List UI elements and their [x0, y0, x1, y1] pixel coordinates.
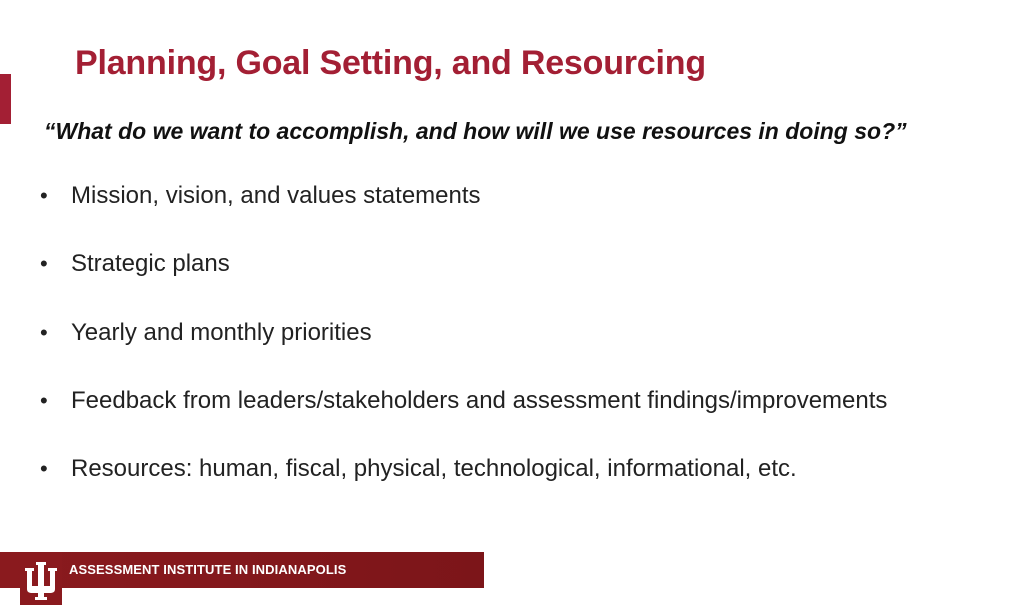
bullet-text: Yearly and monthly priorities	[71, 318, 372, 346]
bullet-dot-icon: •	[40, 387, 48, 413]
bullet-dot-icon: •	[40, 183, 48, 208]
bullet-text: Strategic plans	[71, 250, 230, 278]
trident-icon	[20, 552, 62, 605]
bullet-dot-icon: •	[40, 456, 48, 481]
bullet-text: Resources: human, fiscal, physical, technological, informational, etc.	[71, 455, 797, 482]
footer-org-name: ASSESSMENT INSTITUTE IN INDIANAPOLIS	[69, 562, 347, 577]
bullet-item	[40, 455, 887, 523]
iu-trident-logo-icon	[20, 552, 62, 605]
bullet-dot-icon: •	[40, 251, 48, 277]
slide-title: Planning, Goal Setting, and Resourcing	[75, 44, 706, 82]
slide-quote: “What do we want to accomplish, and how will we use resources in doing so?”	[44, 118, 907, 144]
bullet-item	[40, 319, 887, 387]
bullet-text: Mission, vision, and values statements	[71, 182, 481, 209]
bullet-text: Feedback from leaders/stakeholders and assessment findings/improvements	[71, 386, 888, 414]
bullet-item	[40, 387, 887, 455]
bullet-item	[40, 182, 887, 250]
bullet-dot-icon: •	[40, 319, 48, 345]
bullet-list	[40, 182, 887, 523]
left-accent-bar	[0, 74, 11, 124]
bullet-item	[40, 250, 887, 318]
